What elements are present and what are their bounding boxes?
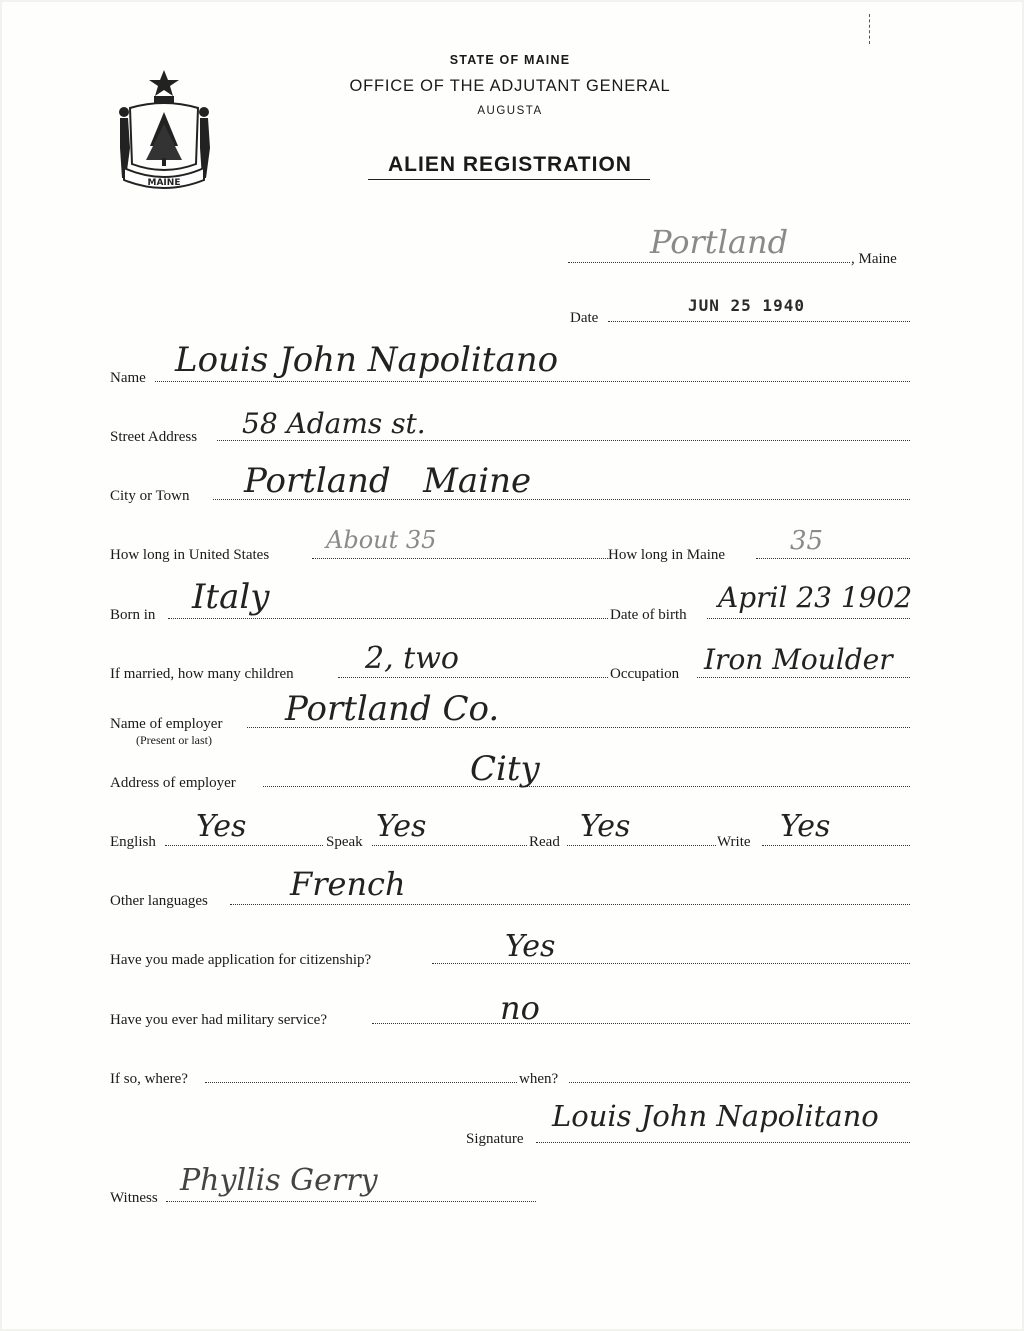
street-address-line	[217, 440, 910, 441]
date-of-birth-line	[707, 618, 910, 619]
name-label: Name	[110, 370, 146, 386]
employer-note-label: (Present or last)	[136, 733, 212, 747]
when-line	[569, 1082, 910, 1083]
write-value: Yes	[780, 809, 831, 844]
occupation-line	[697, 677, 910, 678]
town-line	[568, 262, 850, 263]
read-line	[567, 845, 716, 846]
citizenship-line	[432, 963, 910, 964]
speak-line	[372, 845, 527, 846]
read-label: Read	[529, 834, 560, 850]
speak-label: Speak	[326, 834, 363, 850]
occupation-label: Occupation	[610, 666, 680, 682]
employer-address-line	[263, 786, 910, 787]
witness-label: Witness	[110, 1190, 158, 1206]
how-long-maine-label: How long in Maine	[608, 547, 726, 563]
write-label: Write	[717, 834, 751, 850]
name-line	[155, 381, 910, 382]
children-value: 2, two	[365, 641, 459, 676]
date-of-birth-label: Date of birth	[610, 607, 687, 623]
street-address-value: 58 Adams st.	[242, 407, 426, 440]
signature-label: Signature	[466, 1131, 524, 1147]
employer-name-value: Portland Co.	[285, 689, 500, 729]
date-stamp: JUN 25 1940	[688, 296, 805, 315]
military-line	[372, 1023, 910, 1024]
how-long-us-line	[312, 558, 608, 559]
how-long-maine-line	[756, 558, 910, 559]
when-label: when?	[519, 1071, 559, 1087]
english-value: Yes	[196, 809, 247, 844]
speak-value: Yes	[376, 809, 427, 844]
english-label: English	[110, 834, 156, 850]
edge-mark	[869, 14, 872, 44]
seal-banner-text: MAINE	[147, 178, 181, 188]
maine-suffix-label: , Maine	[851, 251, 897, 267]
if-so-where-line	[205, 1082, 517, 1083]
military-value: no	[500, 989, 540, 1027]
signature-line	[536, 1142, 910, 1143]
state-heading: STATE OF MAINE	[449, 53, 571, 67]
witness-value: Phyllis Gerry	[180, 1163, 378, 1198]
children-line	[338, 677, 608, 678]
city-town-value: Portland Maine	[244, 461, 532, 501]
street-address-label: Street Address	[110, 429, 198, 445]
children-label: If married, how many children	[110, 666, 294, 682]
read-value: Yes	[580, 809, 631, 844]
office-heading: OFFICE OF THE ADJUTANT GENERAL	[349, 77, 671, 95]
write-line	[762, 845, 910, 846]
date-line	[608, 321, 910, 322]
employer-address-label: Address of employer	[110, 775, 236, 791]
how-long-maine-value: 35	[790, 526, 824, 556]
occupation-value: Iron Moulder	[704, 643, 893, 676]
born-in-value: Italy	[192, 577, 270, 617]
other-languages-value: French	[290, 865, 406, 903]
employer-name-label: Name of employer	[110, 716, 223, 732]
city-town-label: City or Town	[110, 488, 190, 504]
english-line	[165, 845, 323, 846]
if-so-where-label: If so, where?	[110, 1071, 188, 1087]
military-label: Have you ever had military service?	[110, 1012, 327, 1028]
employer-address-value: City	[470, 749, 540, 789]
name-value: Louis John Napolitano	[175, 340, 559, 380]
born-in-label: Born in	[110, 607, 156, 623]
how-long-us-value: About 35	[326, 526, 437, 554]
city-heading: AUGUSTA	[477, 105, 543, 117]
town-value: Portland	[650, 223, 789, 261]
signature-value: Louis John Napolitano	[552, 1099, 879, 1133]
other-languages-label: Other languages	[110, 893, 208, 909]
born-in-line	[168, 618, 608, 619]
title-underline	[368, 179, 650, 180]
witness-line	[166, 1201, 536, 1202]
citizenship-label: Have you made application for citizenship?	[110, 952, 372, 968]
form-title: ALIEN REGISTRATION	[388, 153, 632, 176]
how-long-us-label: How long in United States	[110, 547, 270, 563]
date-label: Date	[570, 310, 599, 326]
citizenship-value: Yes	[505, 929, 556, 964]
other-languages-line	[230, 904, 910, 905]
date-of-birth-value: April 23 1902	[718, 581, 913, 614]
